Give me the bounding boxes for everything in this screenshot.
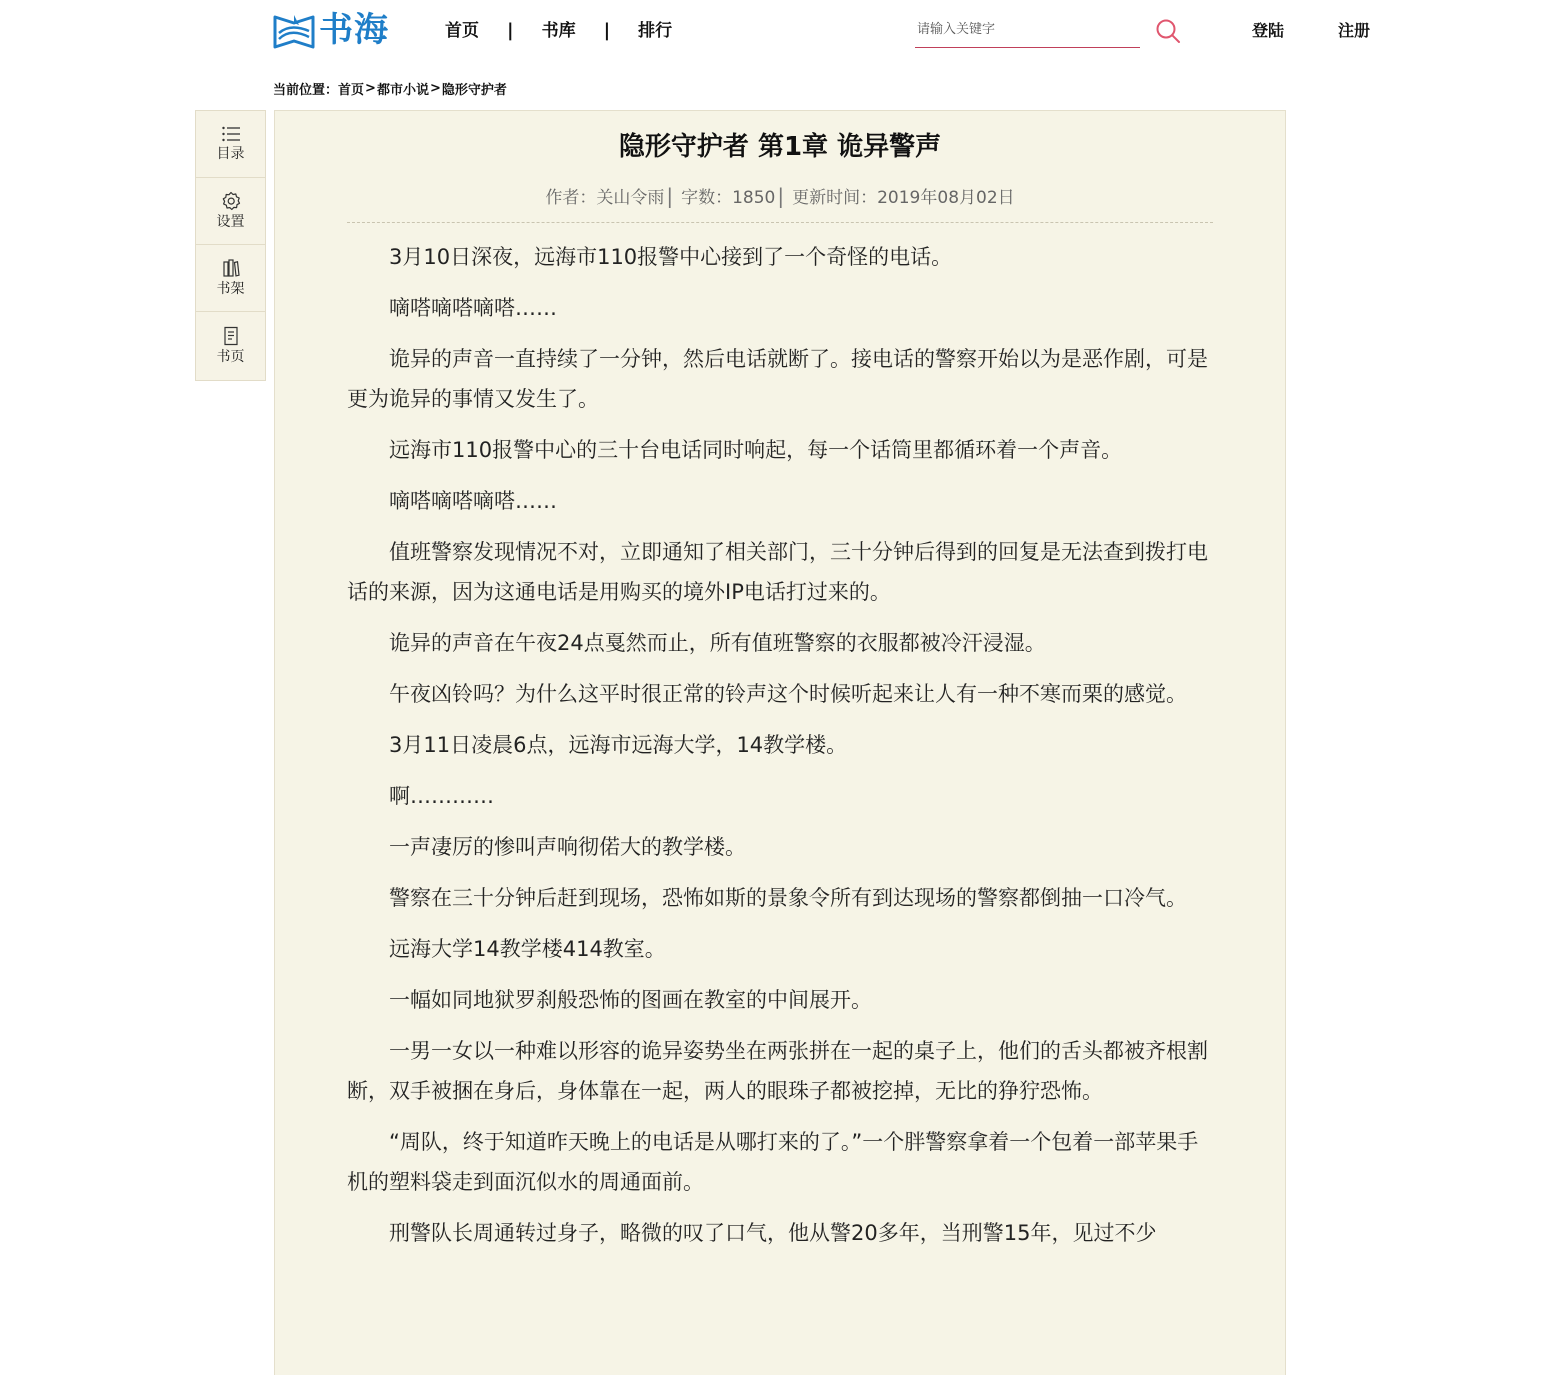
title-divider	[347, 222, 1213, 223]
toolbar-bookshelf-button[interactable]	[196, 245, 265, 312]
bookshelf-icon	[221, 258, 241, 278]
nav-ranking[interactable]: 排行	[638, 21, 673, 41]
reading-panel	[274, 110, 1286, 1375]
site-logo[interactable]	[273, 7, 389, 53]
paragraph: 值班警察发现情况不对，立即通知了相关部门，三十分钟后得到的回复是无法查到拨打电话的来源，因为这通电话是用购买的境外IP电话打过来的。	[347, 540, 1208, 604]
chapter-content	[347, 237, 1213, 1264]
paragraph: 3月11日凌晨6点，远海市远海大学，14教学楼。	[389, 733, 848, 757]
author-label: 作者：	[545, 188, 597, 208]
search-box	[915, 14, 1140, 48]
reader-toolbar	[195, 110, 266, 381]
paragraph: 一声凄厉的惨叫声响彻偌大的教学楼。	[389, 835, 746, 859]
paragraph: 警察在三十分钟后赶到现场，恐怖如斯的景象令所有到达现场的警察都倒抽一口冷气。	[389, 886, 1187, 910]
wordcount-value: 1850	[732, 188, 776, 208]
chapter-meta	[275, 183, 1285, 211]
paragraph: 刑警队长周通转过身子，略微的叹了口气，他从警20多年，当刑警15年，见过不少	[389, 1221, 1157, 1245]
toolbar-bookpage-button[interactable]	[196, 312, 265, 380]
register-link[interactable]: 注册	[1338, 21, 1371, 40]
paragraph: 嘀嗒嘀嗒嘀嗒……	[389, 296, 557, 320]
header	[0, 0, 1553, 64]
toolbar-bookshelf-label: 书架	[216, 281, 245, 297]
toolbar-settings-button[interactable]	[196, 178, 265, 245]
book-logo-icon	[273, 9, 315, 51]
page-icon	[222, 326, 240, 346]
breadcrumb	[273, 78, 507, 98]
paragraph: “周队，终于知道昨天晚上的电话是从哪打来的了。”一个胖警察拿着一个包着一部苹果手机的塑料袋走到面沉似水的周通面前。	[347, 1130, 1199, 1194]
paragraph: 午夜凶铃吗？为什么这平时很正常的铃声这个时候听起来让人有一种不寒而栗的感觉。	[389, 682, 1187, 706]
gear-icon	[221, 191, 241, 211]
meta-divider: |	[666, 184, 674, 208]
paragraph: 诡异的声音一直持续了一分钟，然后电话就断了。接电话的警察开始以为是恶作剧，可是更为诡异的事情又发生了。	[347, 347, 1208, 411]
paragraph: 诡异的声音在午夜24点戛然而止，所有值班警察的衣服都被冷汗浸湿。	[389, 631, 1046, 655]
breadcrumb-book[interactable]: 隐形守护者	[441, 82, 507, 98]
search-input[interactable]	[915, 14, 1139, 44]
paragraph: 一男一女以一种难以形容的诡异姿势坐在两张拼在一起的桌子上，他们的舌头都被齐根割断，双手被捆在身后，身体靠在一起，两人的眼珠子都被挖掉，无比的狰狞恐怖。	[347, 1039, 1208, 1103]
breadcrumb-prefix: 当前位置：	[273, 82, 339, 98]
author-name: 关山令雨	[596, 188, 665, 208]
paragraph: 3月10日深夜，远海市110报警中心接到了一个奇怪的电话。	[389, 245, 953, 269]
nav-home[interactable]: 首页	[445, 21, 479, 41]
nav-separator: |	[507, 20, 514, 41]
list-icon	[221, 125, 241, 143]
toolbar-catalog-label: 目录	[216, 146, 245, 162]
paragraph: 一幅如同地狱罗刹般恐怖的图画在教室的中间展开。	[389, 988, 872, 1012]
paragraph: 嘀嗒嘀嗒嘀嗒……	[389, 489, 557, 513]
paragraph: 远海市110报警中心的三十台电话同时响起，每一个话筒里都循环着一个声音。	[389, 438, 1123, 462]
chapter-title: 隐形守护者 第1章 诡异警声	[618, 132, 942, 162]
paragraph: 远海大学14教学楼414教室。	[389, 937, 666, 961]
updated-value: 2019年08月02日	[877, 188, 1015, 208]
search-icon[interactable]	[1155, 18, 1181, 44]
meta-divider: |	[777, 184, 785, 208]
breadcrumb-home[interactable]: 首页	[338, 82, 365, 98]
logo-text: 书海	[319, 10, 389, 50]
toolbar-settings-label: 设置	[216, 214, 245, 230]
breadcrumb-category[interactable]: 都市小说	[376, 82, 429, 98]
toolbar-bookpage-label: 书页	[216, 349, 245, 365]
login-link[interactable]: 登陆	[1252, 21, 1285, 40]
nav-library[interactable]: 书库	[541, 21, 576, 41]
toolbar-catalog-button[interactable]	[196, 111, 265, 178]
main-nav	[445, 18, 672, 44]
nav-separator: |	[603, 20, 611, 41]
wordcount-label: 字数：	[681, 188, 733, 208]
paragraph: 啊…………	[389, 784, 494, 808]
breadcrumb-separator: >	[365, 80, 376, 96]
updated-label: 更新时间：	[792, 188, 878, 208]
breadcrumb-separator: >	[429, 80, 441, 96]
